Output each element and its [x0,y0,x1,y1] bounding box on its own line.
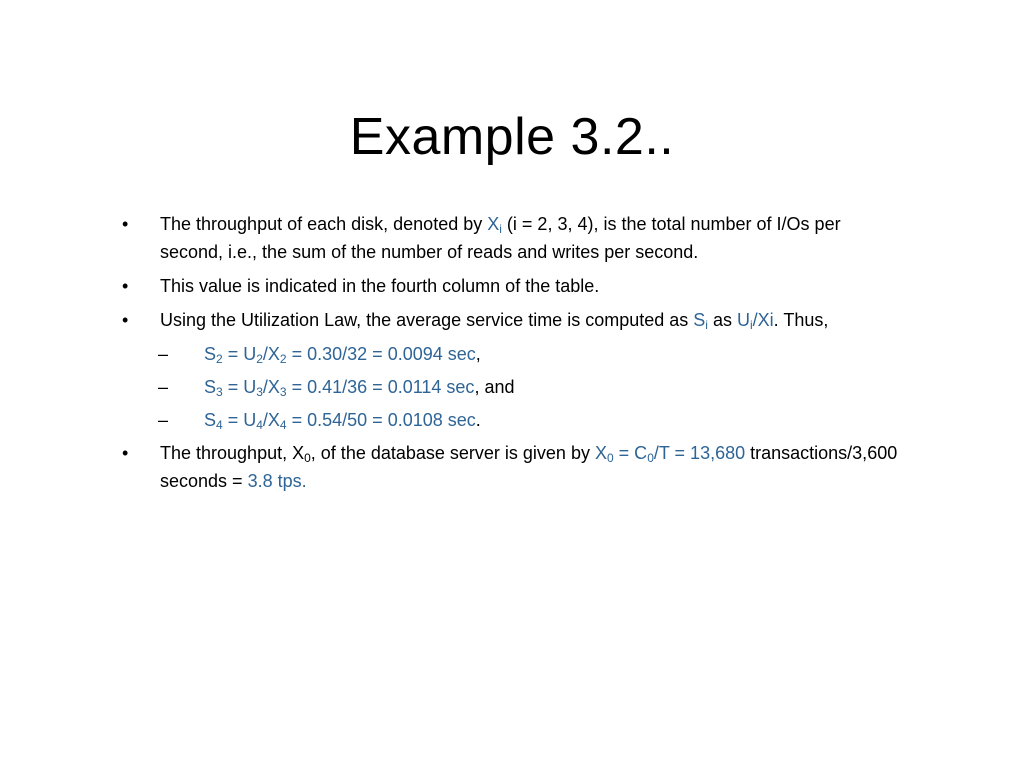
bullet-utilization-law [110,306,900,334]
formula-segment: = U [222,377,257,397]
formula-segment: S [204,410,217,430]
subscript: 2 [279,352,287,366]
slide-title: Example 3.2.. [349,108,675,166]
bullet-throughput-of-disk [110,210,900,266]
variable-x: X [487,214,500,234]
formula-segment: X [594,443,607,463]
bullet-marker: • [122,443,129,463]
subscript: 0 [606,451,614,465]
subscript: 0 [647,451,654,465]
formula-segment: S [204,377,217,397]
formula-segment: /T = 13,680 [653,443,746,463]
text-segment: , and [474,377,515,397]
formula-segment: = U [222,410,257,430]
subscript: i [705,318,708,332]
text-segment: as [707,310,737,330]
text-segment: , of the database server is given by [310,443,595,463]
text-segment: The throughput of each disk, denoted by [160,214,488,234]
slide-content [110,210,900,501]
text-segment: (i = 2, 3, 4), is the total number of I/Os per second, i.e., the sum of the number of reads and writes per second. [160,214,841,262]
subscript: i [499,222,502,236]
bullet-database-throughput [110,439,900,495]
bullet-fourth-column [110,272,900,300]
subscript: 2 [256,352,263,366]
text-segment: . Thus, [773,310,829,330]
result-value: 3.8 tps. [247,471,307,491]
bullet-marker: • [122,310,129,330]
variable-s: S [693,310,706,330]
subscript: 0 [304,451,311,465]
subscript: 3 [256,385,263,399]
sub-bullet-s3 [110,373,900,401]
text-segment: . [475,410,481,430]
subscript: i [749,318,753,332]
bullet-marker: • [122,276,129,296]
bullet-marker: • [122,214,129,234]
formula-segment: S [204,344,217,364]
formula-segment: = 0.41/36 = 0.0114 sec [286,377,475,397]
formula-segment: = C [613,443,648,463]
formula-segment: = 0.54/50 = 0.0108 sec [286,410,476,430]
formula-segment: = U [222,344,257,364]
sub-bullet-s4 [110,406,900,434]
formula-segment: /Xi [752,310,774,330]
text-segment: Using the Utilization Law, the average service time is computed as [160,310,694,330]
subscript: 3 [216,385,223,399]
sub-bullet-s2 [110,340,900,368]
formula-segment: /X [262,377,280,397]
formula-segment: /X [262,344,280,364]
text-segment: This value is indicated in the fourth column of the table. [160,276,600,296]
variable-u: U [736,310,750,330]
sub-bullet-marker: – [158,344,169,364]
text-segment: The throughput, X [160,443,305,463]
subscript: 4 [279,418,287,432]
subscript: 4 [216,418,223,432]
subscript: 3 [279,385,287,399]
formula-segment: = 0.30/32 = 0.0094 sec [286,344,476,364]
sub-bullet-marker: – [158,410,169,430]
formula-segment: /X [262,410,280,430]
subscript: 4 [256,418,263,432]
text-segment: , [475,344,481,364]
sub-bullet-marker: – [158,377,169,397]
text-segment: transactions/3,600 seconds = [160,443,898,491]
subscript: 2 [216,352,223,366]
